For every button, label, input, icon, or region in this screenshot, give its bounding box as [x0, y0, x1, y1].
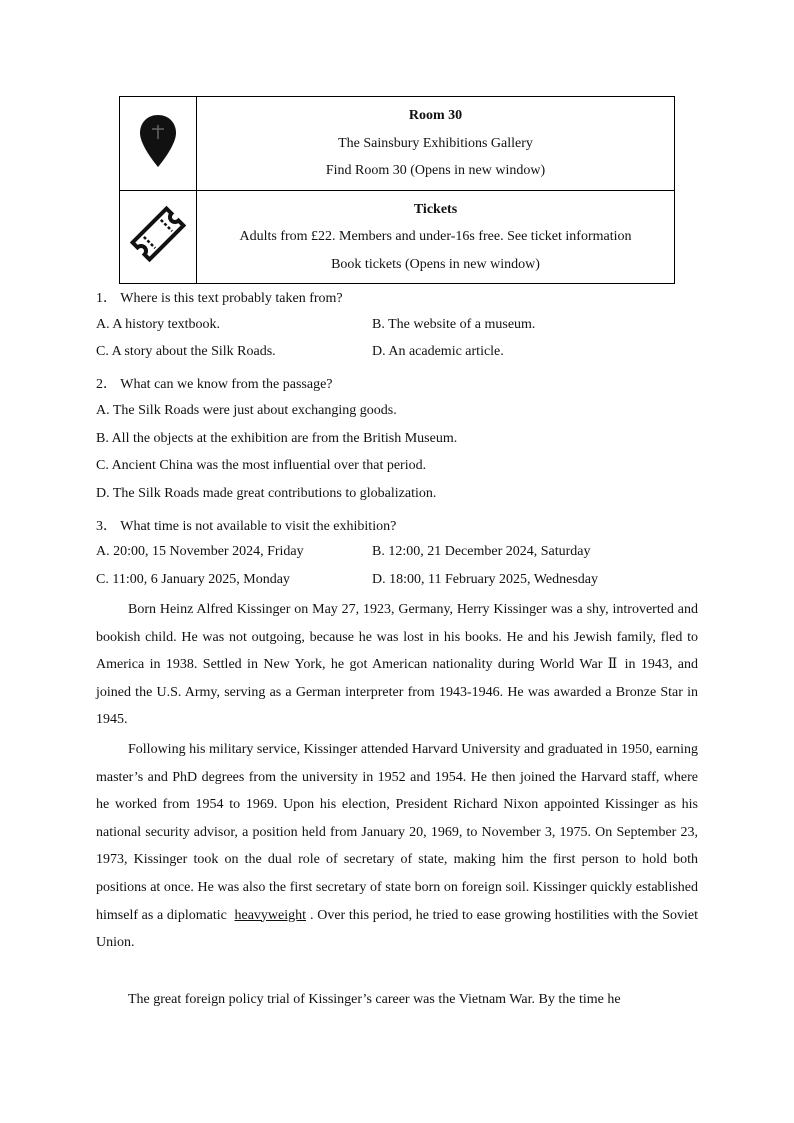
- q1-option-c: C. A story about the Silk Roads.: [96, 344, 276, 359]
- ticket-info-cell: [197, 190, 675, 284]
- tickets-title: Tickets: [413, 201, 458, 217]
- ticket-icon: [130, 204, 186, 264]
- passage-paragraph-1: Born Heinz Alfred Kissinger on May 27, 1923, Germany, Herry Kissinger was a shy, introverted and bookish child. He was not outgoing, because he was lost in his books. He and his Jewish family, fled to America in 1938. Settled in New York, he got American nationality during World War Ⅱ in 1943, and joined the U.S. Army, serving as a German interpreter from 1943-1946. He was awarded a Bronze Star in 1945.: [96, 602, 698, 728]
- book-tickets-link[interactable]: Book tickets (Opens in new window): [331, 256, 540, 272]
- q3-option-c: C. 11:00, 6 January 2025, Monday: [96, 572, 290, 587]
- ticket-price-info[interactable]: Adults from £22. Members and under-16s free. See ticket information: [239, 229, 632, 244]
- passage-paragraph-2: [96, 736, 698, 957]
- q2-option-c: C. Ancient China was the most influential over that period.: [96, 458, 427, 473]
- find-room-link[interactable]: Find Room 30 (Opens in new window): [325, 163, 546, 178]
- question-1-stem: 1． Where is this text probably taken from?: [96, 291, 343, 306]
- q1-option-a: A. A history textbook.: [96, 317, 221, 332]
- paragraph-2-text: Following his military service, Kissinger attended Harvard University and graduated in 1950, earning master’s and PhD degrees from the university in 1952 and 1954. He then joined the Harvard staff, where he worked from 1954 to 1969. Upon his election, President Richard Nixon appointed Kissinger as his national security advisor, a position held from January 20, 1969, to November 3, 1975. On September 23, 1973, Kissinger took on the dual role of secretary of state, making him the first person to hold both positions at once. He was also the first secretary of state born on foreign soil. Kissinger quickly established himself as a diplomatic: [96, 742, 698, 923]
- q2-option-b: B. All the objects at the exhibition are from the British Museum.: [96, 431, 458, 446]
- q2-option-a: A. The Silk Roads were just about exchanging goods.: [96, 403, 397, 418]
- q3-option-a: A. 20:00, 15 November 2024, Friday: [96, 544, 304, 559]
- q2-option-d: D. The Silk Roads made great contributions to globalization.: [96, 486, 437, 501]
- passage-paragraph-3: The great foreign policy trial of Kissinger’s career was the Vietnam War. By the time he: [128, 992, 621, 1007]
- q3-option-b: B. 12:00, 21 December 2024, Saturday: [372, 544, 591, 559]
- q1-option-b: B. The website of a museum.: [372, 317, 536, 332]
- q3-option-d: D. 18:00, 11 February 2025, Wednesday: [372, 572, 598, 587]
- question-3-stem: 3． What time is not available to visit the exhibition?: [96, 519, 397, 534]
- q1-option-d: D. An academic article.: [372, 344, 504, 359]
- room-title: Room 30: [408, 108, 463, 123]
- paragraph-2-ending: . Over this period, he tried to ease growing hostilities with the Soviet Union.: [96, 907, 698, 951]
- underlined-word: heavyweight: [234, 907, 307, 923]
- question-2-stem: 2． What can we know from the passage?: [96, 377, 333, 392]
- exhibition-info-table: [119, 96, 675, 284]
- ticket-cell: [120, 190, 197, 284]
- location-cell: [120, 97, 197, 191]
- gallery-name: The Sainsbury Exhibitions Gallery: [338, 135, 533, 151]
- location-pin-icon: [138, 113, 178, 169]
- room-info-cell: [197, 97, 675, 191]
